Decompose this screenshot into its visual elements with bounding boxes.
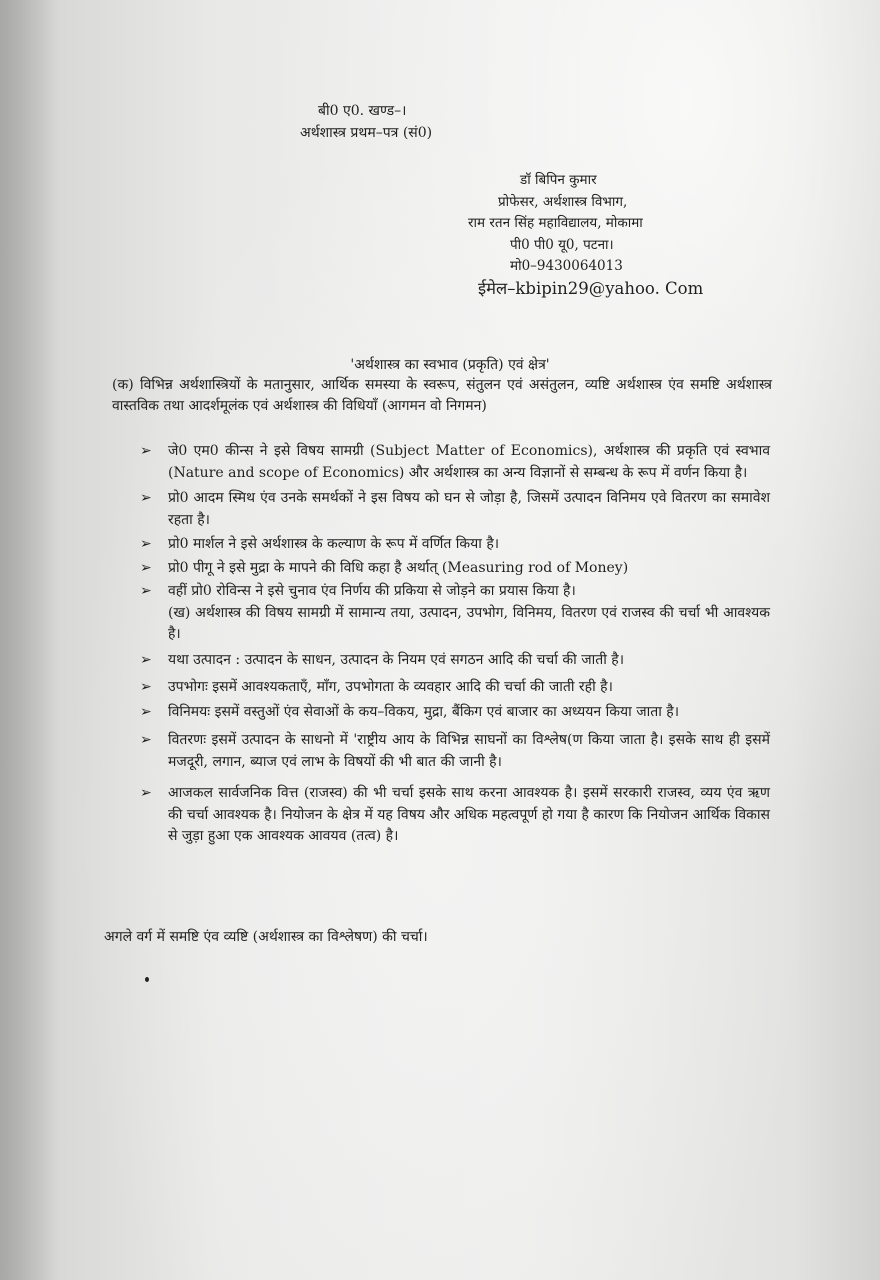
author-college: राम रतन सिंह महाविद्यालय, मोकामा bbox=[468, 215, 643, 231]
list-item-text: प्रो0 पीगू ने इसे मुद्रा के मापने की विधि कहा है अर्थात् (Measuring rod of Money) bbox=[168, 559, 629, 576]
author-mobile: मो0–9430064013 bbox=[510, 258, 623, 274]
page-edge-shadow bbox=[0, 0, 60, 1280]
list-item-text: वहीं प्रो0 रोविन्स ने इसे चुनाव एंव निर्णय की प्रकिया से जोड़ने का प्रयास किया है। bbox=[168, 583, 576, 599]
arrowhead-bullet-icon: ➢ bbox=[140, 490, 152, 506]
arrowhead-bullet-icon: ➢ bbox=[140, 679, 152, 695]
list-item bbox=[140, 650, 770, 672]
course-part: बी0 ए0. खण्ड–। bbox=[318, 103, 407, 119]
list-item bbox=[140, 783, 770, 848]
intro-paragraph: (क) विभिन्न अर्थशास्त्रियों के मतानुसार, आर्थिक समस्या के स्वरूप, संतुलन एवं असंतुलन, व्यष्टि अर्थशास्त्र एंव समष्टि अर्थशास्त्र वास्तविक तथा आदर्शमूलंक एवं अर्थशास्त्र की विधियाँ (आगमन वो निगमन) bbox=[112, 377, 772, 414]
list-item bbox=[140, 581, 770, 646]
document-title: 'अर्थशास्त्र का स्वभाव (प्रकृति) एवं क्षेत्र' bbox=[350, 357, 550, 373]
author-email: ईमेल–kbipin29@yahoo. Com bbox=[478, 278, 704, 298]
list-item-text: यथा उत्पादन : उत्पादन के साधन, उत्पादन के नियम एवं सगठन आदि की चर्चा की जाती है। bbox=[168, 651, 625, 668]
subsection-text: (ख) अर्थशास्त्र की विषय सामग्री में सामान्य तया, उत्पादन, उपभोग, विनिमय, वितरण एवं राजस्व की चर्चा भी आवश्यक है। bbox=[168, 604, 770, 642]
list-item bbox=[140, 441, 770, 484]
list-item bbox=[140, 488, 770, 531]
arrowhead-bullet-icon: ➢ bbox=[140, 785, 152, 801]
list-item-text: प्रो0 आदम स्मिथ एंव उनके समर्थकों ने इस विषय को घन से जोड़ा है, जिसमें उत्पादन विनिमय एवे वितरण का समावेश रहता है। bbox=[168, 490, 770, 528]
list-item-text: विनिमयः इसमें वस्तुओं एंव सेवाओं के कय–विकय, मुद्रा, बैंकिग एवं बाजार का अध्ययन किया जाता है। bbox=[168, 703, 680, 720]
ink-dot bbox=[145, 977, 149, 982]
arrowhead-bullet-icon: ➢ bbox=[140, 559, 152, 576]
arrowhead-bullet-icon: ➢ bbox=[140, 703, 152, 720]
author-block bbox=[460, 170, 720, 299]
arrowhead-bullet-icon: ➢ bbox=[140, 651, 152, 668]
arrowhead-bullet-icon: ➢ bbox=[140, 443, 152, 459]
list-item bbox=[140, 677, 770, 699]
author-designation: प्रोफेसर, अर्थशास्त्र विभाग, bbox=[498, 193, 628, 210]
list-item-text: प्रो0 मार्शल ने इसे अर्थशास्त्र के कल्याण के रूप में वर्णित किया है। bbox=[168, 536, 500, 552]
list-item bbox=[140, 558, 770, 580]
topic-list bbox=[140, 441, 770, 848]
author-name: डॉ बिपिन कुमार bbox=[520, 172, 597, 188]
list-item-text: आजकल सार्वजनिक वित्त (राजस्व) की भी चर्चा इसके साथ करना आवश्यक है। इसमें सरकारी राजस्व, व्यय एंव ऋण की चर्चा आवश्यक है। नियोजन के क्षेत्र में यह विषय और अधिक महत्वपूर्ण हो गया है कारण कि नियोजन आर्थिक विकास से जुड़ा हुआ एक आवश्यक आवयव (तत्व) है। bbox=[168, 785, 770, 844]
list-item-text: वितरणः इसमें उत्पादन के साधनो में 'राष्ट्रीय आय के विभिन्न साघनों का विश्लेष(ण किया जाता है। इसके साथ ही इसमें मजदूरी, लगान, ब्याज एवं लाभ के विषयों की भी बात की जानी है। bbox=[168, 732, 770, 770]
list-item-text: उपभोगः इसमें आवश्यकताएँ, माँग, उपभोगता के व्यवहार आदि की चर्चा की जाती रही है। bbox=[168, 679, 613, 695]
author-university: पी0 पी0 यू0, पटना। bbox=[510, 236, 614, 253]
closing-line: अगले वर्ग में समष्टि एंव व्यष्टि (अर्थशास्त्र का विश्लेषण) की चर्चा। bbox=[104, 929, 428, 945]
course-paper: अर्थशास्त्र प्रथम–पत्र (सं0) bbox=[300, 125, 433, 141]
list-item bbox=[140, 702, 770, 724]
list-item bbox=[140, 534, 770, 556]
arrowhead-bullet-icon: ➢ bbox=[140, 583, 152, 599]
arrowhead-bullet-icon: ➢ bbox=[140, 536, 152, 552]
arrowhead-bullet-icon: ➢ bbox=[140, 732, 152, 748]
course-header bbox=[300, 100, 520, 144]
list-item bbox=[140, 730, 770, 773]
list-item-text: जे0 एम0 कीन्स ने इसे विषय सामग्री (Subject Matter of Economics), अर्थशास्त्र की प्रकृति एवं स्वभाव (Nature and scope of Economics) और अर्थशास्त्र का अन्य विज्ञानों से सम्बन्ध के रूप में वर्णन किया है। bbox=[168, 443, 770, 481]
